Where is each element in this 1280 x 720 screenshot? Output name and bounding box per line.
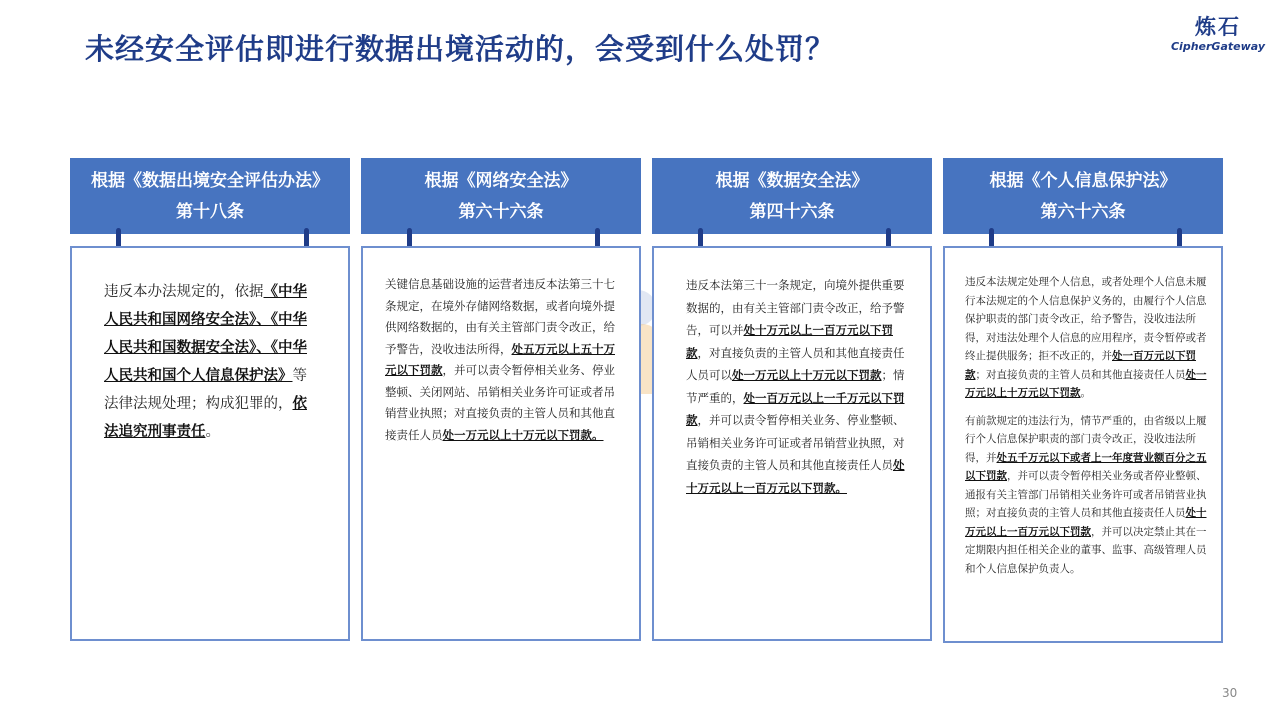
card-body — [361, 246, 641, 641]
penalty-highlight: 《中华人民共和国网络安全法》、《中华人民共和国数据安全法》、《中华人民共和国个人信息保护法》 — [104, 284, 307, 384]
penalty-highlight: 处一万元以上十万元以下罚款 — [732, 368, 882, 382]
penalty-highlight: 处一百万元以上一千万元以下罚款 — [686, 390, 905, 427]
penalty-highlight: 处一万元以上十万元以下罚款。 — [442, 427, 604, 442]
card-header-article: 第六十六条 — [458, 202, 544, 222]
card-paragraph-1 — [965, 273, 1207, 403]
text-segment: 等法律法规处理；构成犯罪的， — [104, 368, 307, 412]
card-paragraph-2 — [965, 412, 1207, 579]
card-header — [361, 158, 641, 234]
card-body — [652, 246, 932, 641]
law-card-data-security-law — [652, 158, 932, 495]
card-header-article: 第十八条 — [176, 202, 244, 222]
card-header-article: 第四十六条 — [749, 202, 835, 222]
penalty-highlight: 处一万元以上十万元以下罚款 — [965, 368, 1207, 399]
penalty-highlight: 处十万元以上一百万元以下罚款。 — [686, 458, 905, 495]
text-segment: 。 — [1080, 387, 1091, 399]
text-segment: ，并可以责令暂停相关业务或者停业整顿、通报有关主管部门吊销相关业务许可或者吊销营业执照；对直接负责的主管人员和其他直接责任人员 — [965, 470, 1207, 519]
text-segment: 。 — [205, 424, 220, 440]
card-text — [104, 278, 318, 446]
card-text — [686, 274, 908, 499]
page-number: 30 — [1222, 686, 1238, 700]
text-segment: 关键信息基础设施的运营者违反本法第三十七条规定，在境外存储网络数据，或者向境外提供网络数据的，由有关主管部门责令改正，给予警告，没收违法所得， — [385, 277, 615, 356]
card-header-law: 根据《网络安全法》 — [424, 171, 578, 191]
penalty-highlight: 依法追究刑事责任 — [104, 396, 307, 440]
penalty-highlight: 处五千万元以下或者上一年度营业额百分之五以下罚款 — [965, 451, 1207, 482]
logo-en-text: CipherGateway — [1170, 40, 1266, 53]
card-header-article: 第六十六条 — [1040, 202, 1126, 222]
law-card-data-export-measures — [70, 158, 350, 440]
card-header-law: 根据《数据安全法》 — [715, 171, 869, 191]
card-text — [385, 274, 615, 446]
text-segment: 违反本办法规定的，依据 — [104, 284, 264, 300]
penalty-highlight: 处十万元以上一百万元以下罚款 — [965, 507, 1207, 538]
penalty-highlight: 处十万元以上一百万元以下罚款 — [686, 323, 893, 360]
text-segment: ；情节严重的， — [686, 368, 905, 405]
card-header-law: 根据《数据出境安全评估办法》 — [91, 171, 329, 191]
law-card-cybersecurity-law — [361, 158, 641, 442]
card-header — [70, 158, 350, 234]
page-title: 未经安全评估即进行数据出境活动的，会受到什么处罚？ — [85, 32, 836, 66]
law-card-personal-info-law — [943, 158, 1223, 575]
card-body — [70, 246, 350, 641]
card-header — [943, 158, 1223, 234]
text-segment: ，并可以责令暂停相关业务、停业整顿、关闭网站、吊销相关业务许可证或者吊销营业执照；对直接负责的主管人员和其他直接责任人员 — [385, 363, 615, 442]
text-segment: ，并可以责令暂停相关业务、停业整顿、吊销相关业务许可证或者吊销营业执照，对直接负责的主管人员和其他直接责任人员 — [686, 413, 905, 472]
text-segment: 违反本法规定处理个人信息，或者处理个人信息未履行本法规定的个人信息保护义务的，由履行个人信息保护职责的部门责令改正，给予警告，没收违法所得，对违法处理个人信息的应用程序，责令暂停或者终止提供服务；拒不改正的，并 — [965, 276, 1207, 362]
card-header — [652, 158, 932, 234]
card-body — [943, 246, 1223, 643]
text-segment: 有前款规定的违法行为，情节严重的，由省级以上履行个人信息保护职责的部门责令改正，没收违法所得，并 — [965, 414, 1207, 464]
text-segment: ，并可以决定禁止其在一定期限内担任相关企业的董事、监事、高级管理人员和个人信息保护负责人。 — [965, 525, 1207, 575]
text-segment: ，对直接负责的主管人员和其他直接责任人员可以 — [686, 345, 905, 382]
logo-cn-text: 炼石 — [1195, 15, 1241, 39]
penalty-highlight: 处一百万元以下罚款 — [965, 350, 1196, 381]
penalty-highlight: 处五万元以上五十万元以下罚款 — [385, 341, 615, 377]
card-header-law: 根据《个人信息保护法》 — [989, 171, 1177, 191]
brand-logo — [1168, 14, 1268, 54]
text-segment: ；对直接负责的主管人员和其他直接责任人员 — [975, 368, 1186, 381]
text-segment: 违反本法第三十一条规定，向境外提供重要数据的，由有关主管部门责令改正，给予警告，可以并 — [686, 278, 905, 337]
